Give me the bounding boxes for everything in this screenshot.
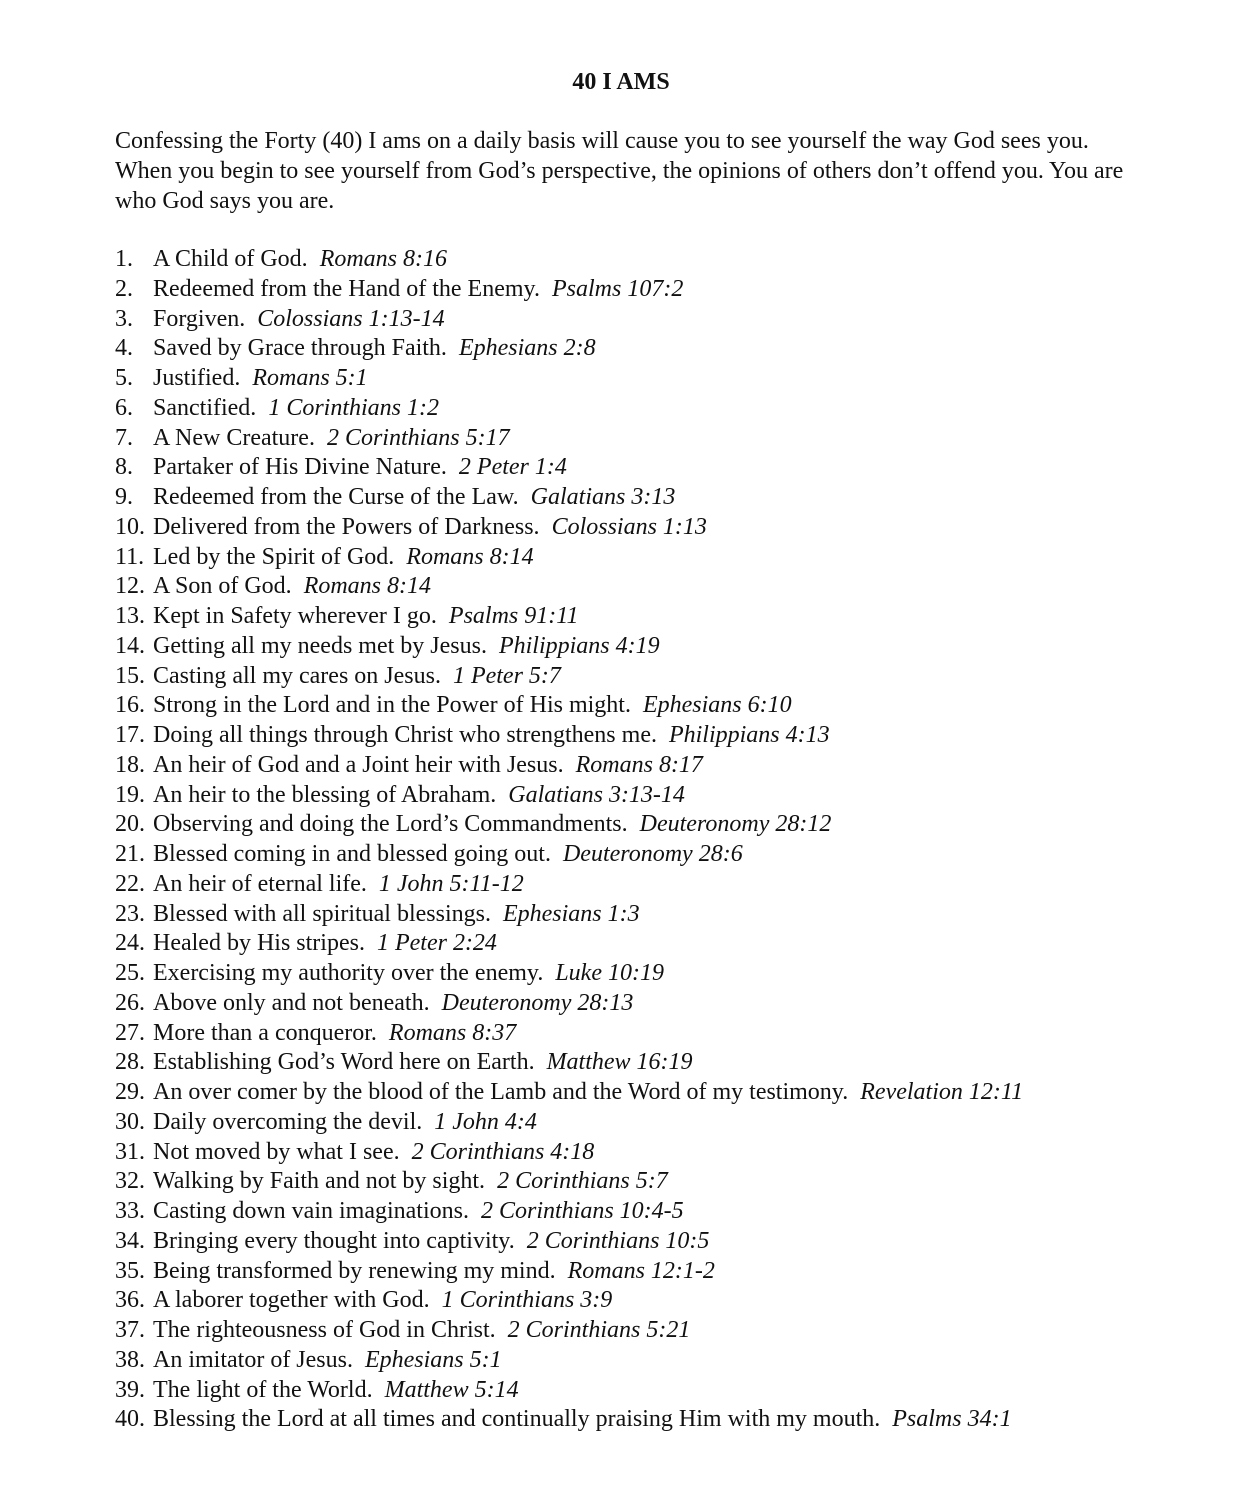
item-text: An heir to the blessing of Abraham.	[153, 781, 497, 808]
item-text: Blessed coming in and blessed going out.	[153, 841, 551, 867]
list-item	[115, 662, 1215, 692]
item-text: A Child of God.	[153, 246, 308, 272]
list-item	[115, 1257, 1215, 1287]
list-item	[115, 691, 1215, 721]
scripture-reference: Psalms 107:2	[551, 275, 684, 302]
item-text: A New Creature.	[153, 424, 315, 451]
scripture-reference: 1 Corinthians 3:9	[441, 1287, 613, 1314]
scripture-reference: Galatians 3:13	[530, 484, 676, 510]
item-number: 8.	[115, 454, 133, 481]
list-item	[115, 602, 1215, 632]
item-text: Healed by His stripes.	[153, 930, 365, 957]
item-text: Not moved by what I see.	[153, 1138, 400, 1165]
item-number: 2.	[115, 275, 133, 302]
item-number: 1.	[115, 246, 133, 272]
item-text: The light of the World.	[153, 1376, 373, 1403]
item-text: Redeemed from the Hand of the Enemy.	[153, 275, 540, 302]
item-text: Kept in Safety wherever I go.	[153, 603, 437, 629]
item-number: 29.	[115, 1079, 145, 1105]
scripture-reference: 2 Corinthians 5:7	[497, 1168, 668, 1195]
item-text: Getting all my needs met by Jesus.	[153, 632, 487, 659]
list-item	[115, 1019, 1215, 1049]
i-am-list	[115, 245, 1215, 1435]
item-text: The righteousness of God in Christ.	[153, 1317, 496, 1343]
item-number: 4.	[115, 335, 133, 362]
item-number: 39.	[115, 1376, 145, 1403]
list-item	[115, 1108, 1215, 1138]
item-text: Being transformed by renewing my mind.	[153, 1257, 556, 1284]
list-item	[115, 632, 1215, 662]
scripture-reference: Galatians 3:13-14	[508, 781, 685, 808]
item-number: 26.	[115, 989, 145, 1016]
item-number: 6.	[115, 394, 133, 421]
list-item	[115, 870, 1215, 900]
item-number: 10.	[115, 513, 145, 540]
scripture-reference: Deuteronomy 28:6	[562, 841, 743, 867]
item-text: An heir of eternal life.	[153, 870, 367, 897]
item-text: Blessing the Lord at all times and continually praising Him with my mouth.	[153, 1406, 881, 1433]
scripture-reference: Romans 8:16	[319, 246, 448, 272]
scripture-reference: Romans 8:14	[303, 573, 432, 600]
item-number: 28.	[115, 1049, 145, 1076]
item-text: Blessed with all spiritual blessings.	[153, 900, 491, 927]
scripture-reference: Ephesians 6:10	[642, 692, 792, 719]
item-number: 24.	[115, 930, 145, 957]
item-text: Partaker of His Divine Nature.	[153, 454, 447, 481]
list-item	[115, 989, 1215, 1019]
list-item	[115, 364, 1215, 394]
item-text: Strong in the Lord and in the Power of His might.	[153, 692, 631, 719]
scripture-reference: Luke 10:19	[555, 960, 664, 986]
item-text: An over comer by the blood of the Lamb and the Word of my testimony.	[153, 1079, 849, 1105]
list-item	[115, 1138, 1215, 1168]
list-item	[115, 513, 1215, 543]
scripture-reference: Philippians 4:19	[498, 632, 660, 659]
list-item	[115, 840, 1215, 870]
item-text: Casting down vain imaginations.	[153, 1198, 469, 1224]
scripture-reference: Romans 8:14	[406, 543, 534, 570]
item-text: Delivered from the Powers of Darkness.	[153, 513, 540, 540]
list-item	[115, 1316, 1215, 1346]
item-number: 16.	[115, 692, 145, 719]
item-text: Saved by Grace through Faith.	[153, 335, 447, 362]
list-item	[115, 424, 1215, 454]
item-text: Justified.	[153, 365, 241, 391]
item-text: Exercising my authority over the enemy.	[153, 960, 544, 986]
scripture-reference: Ephesians 2:8	[458, 335, 596, 362]
list-item	[115, 1167, 1215, 1197]
scripture-reference: Psalms 91:11	[448, 603, 579, 629]
item-number: 36.	[115, 1287, 145, 1314]
list-item	[115, 1048, 1215, 1078]
item-number: 17.	[115, 722, 145, 748]
list-item	[115, 1227, 1215, 1257]
item-text: An imitator of Jesus.	[153, 1346, 353, 1373]
list-item	[115, 1376, 1215, 1406]
scripture-reference: Romans 8:17	[575, 751, 703, 778]
list-item	[115, 1078, 1215, 1108]
list-item	[115, 1405, 1215, 1435]
item-text: Led by the Spirit of God.	[153, 543, 395, 570]
item-number: 20.	[115, 811, 145, 838]
item-number: 23.	[115, 900, 145, 927]
item-text: Redeemed from the Curse of the Law.	[153, 484, 519, 510]
item-number: 19.	[115, 781, 145, 808]
item-number: 31.	[115, 1138, 145, 1165]
item-text: Sanctified.	[153, 394, 257, 421]
list-item	[115, 1346, 1215, 1376]
item-number: 18.	[115, 751, 145, 778]
scripture-reference: 1 Peter 2:24	[376, 930, 497, 957]
scripture-reference: Colossians 1:13	[551, 513, 707, 540]
intro-paragraph: Confessing the Forty (40) I ams on a daily basis will cause you to see yourself the way God sees you. When you begin to see yourself from God’s perspective, the opinions of others don’t offend you. You are who God says you are.	[115, 128, 1124, 214]
list-item	[115, 929, 1215, 959]
list-item	[115, 483, 1215, 513]
scripture-reference: 2 Corinthians 4:18	[411, 1138, 595, 1165]
item-text: Daily overcoming the devil.	[153, 1108, 423, 1135]
list-item	[115, 959, 1215, 989]
list-item	[115, 810, 1215, 840]
item-number: 11.	[115, 543, 145, 570]
scripture-reference: Matthew 5:14	[384, 1376, 519, 1403]
item-number: 14.	[115, 632, 145, 659]
item-number: 30.	[115, 1108, 145, 1135]
item-text: A Son of God.	[153, 573, 292, 600]
scripture-reference: 1 Peter 5:7	[452, 662, 561, 689]
item-text: Doing all things through Christ who strengthens me.	[153, 722, 657, 748]
item-text: A laborer together with God.	[153, 1287, 430, 1314]
item-text: Walking by Faith and not by sight.	[153, 1168, 486, 1195]
list-item	[115, 1286, 1215, 1316]
item-text: More than a conqueror.	[153, 1019, 377, 1046]
list-item	[115, 275, 1215, 305]
scripture-reference: Deuteronomy 28:13	[441, 989, 634, 1016]
list-item	[115, 453, 1215, 483]
item-text: Bringing every thought into captivity.	[153, 1227, 515, 1254]
item-number: 40.	[115, 1406, 145, 1433]
item-number: 15.	[115, 662, 145, 689]
item-number: 35.	[115, 1257, 145, 1284]
item-text: Observing and doing the Lord’s Commandments.	[153, 811, 628, 838]
scripture-reference: Romans 8:37	[388, 1019, 517, 1046]
scripture-reference: Matthew 16:19	[546, 1049, 693, 1076]
item-number: 9.	[115, 484, 133, 510]
scripture-reference: 2 Peter 1:4	[458, 454, 567, 481]
list-item	[115, 394, 1215, 424]
scripture-reference: 2 Corinthians 10:4-5	[480, 1198, 684, 1224]
page-title: 40 I AMS	[572, 69, 670, 95]
list-item	[115, 900, 1215, 930]
scripture-reference: Psalms 34:1	[892, 1406, 1012, 1433]
list-item	[115, 751, 1215, 781]
list-item	[115, 572, 1215, 602]
scripture-reference: 1 John 4:4	[434, 1108, 537, 1135]
scripture-reference: Revelation 12:11	[860, 1079, 1024, 1105]
item-number: 27.	[115, 1019, 145, 1046]
list-item	[115, 721, 1215, 751]
item-number: 5.	[115, 365, 133, 391]
scripture-reference: Romans 5:1	[252, 365, 368, 391]
scripture-reference: 2 Corinthians 10:5	[526, 1227, 710, 1254]
scripture-reference: Romans 12:1-2	[567, 1257, 715, 1284]
list-item	[115, 1197, 1215, 1227]
scripture-reference: Ephesians 5:1	[364, 1346, 502, 1373]
scripture-reference: 2 Corinthians 5:17	[326, 424, 510, 451]
item-number: 25.	[115, 960, 145, 986]
list-item	[115, 245, 1215, 275]
list-item	[115, 543, 1215, 573]
item-number: 22.	[115, 870, 145, 897]
scripture-reference: 1 Corinthians 1:2	[268, 394, 439, 421]
item-number: 13.	[115, 603, 145, 629]
item-text: Casting all my cares on Jesus.	[153, 662, 441, 689]
scripture-reference: 2 Corinthians 5:21	[507, 1317, 691, 1343]
item-number: 3.	[115, 305, 133, 332]
item-text: Above only and not beneath.	[153, 989, 430, 1016]
item-number: 34.	[115, 1227, 145, 1254]
list-item	[115, 305, 1215, 335]
item-number: 21.	[115, 841, 145, 867]
scripture-reference: Ephesians 1:3	[502, 900, 640, 927]
item-number: 12.	[115, 573, 145, 600]
list-item	[115, 781, 1215, 811]
scripture-reference: Colossians 1:13-14	[257, 305, 445, 332]
item-number: 32.	[115, 1168, 145, 1195]
item-text: Forgiven.	[153, 305, 246, 332]
scripture-reference: Philippians 4:13	[668, 722, 830, 748]
item-number: 37.	[115, 1317, 145, 1343]
item-number: 38.	[115, 1346, 145, 1373]
item-text: An heir of God and a Joint heir with Jesus.	[153, 751, 564, 778]
item-number: 33.	[115, 1198, 145, 1224]
item-number: 7.	[115, 424, 133, 451]
item-text: Establishing God’s Word here on Earth.	[153, 1049, 535, 1076]
scripture-reference: 1 John 5:11-12	[378, 870, 524, 897]
scripture-reference: Deuteronomy 28:12	[639, 811, 832, 838]
list-item	[115, 334, 1215, 364]
